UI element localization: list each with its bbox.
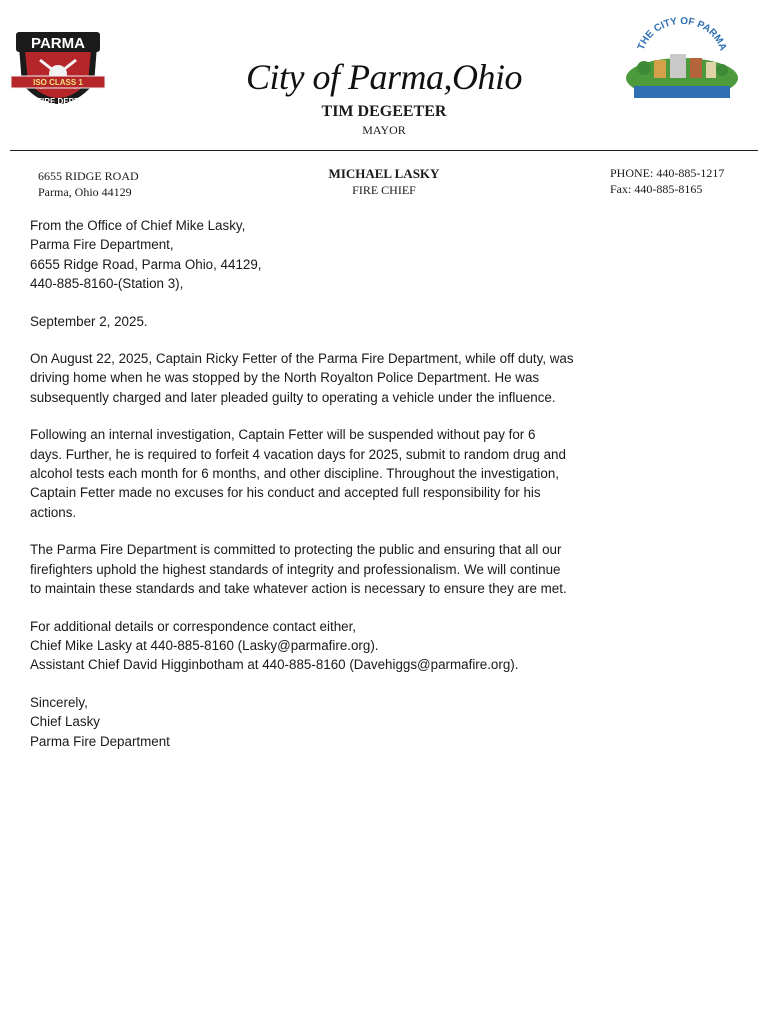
from-line: From the Office of Chief Mike Lasky, [30,218,246,233]
fire-logo-middle-text: ISO CLASS 1 [33,78,83,87]
svg-text:THE CITY OF PARMA [636,16,729,52]
city-title: City of Parma,Ohio [246,57,522,97]
paragraph-line: actions. [30,504,77,520]
paragraph-line: Captain Fetter made no excuses for his conduct and accepted full responsibility for his [30,485,541,501]
address-line-2: Parma, Ohio 44129 [38,185,132,199]
incident-paragraph [30,349,640,407]
from-line: Parma Fire Department, [30,237,174,253]
signoff-line: Sincerely, [30,694,88,710]
from-line: 440-885-8160-(Station 3), [30,276,184,292]
letter-date-block [30,312,640,331]
paragraph-line: days. Further, he is required to forfeit 4 vacation days for 2025, submit to random drug and [30,446,566,462]
city-logo-arc-text: THE CITY OF PARMA [635,16,729,53]
paragraph-line: to maintain these standards and take whatever action is necessary to ensure they are met. [30,581,567,597]
signoff-line: Chief Lasky [30,714,100,730]
paragraph-line: Following an internal investigation, Captain Fetter will be suspended without pay for 6 [30,427,536,443]
fire-logo-top-text: PARMA [31,35,85,52]
commitment-paragraph [30,540,640,598]
letter-date: September 2, 2025. [30,313,148,329]
fax-number: Fax: 440-885-8165 [610,182,703,196]
phone-number: PHONE: 440-885-1217 [610,166,725,180]
fire-chief-name: MICHAEL LASKY [328,166,440,181]
paragraph-line: alcohol tests each month for 6 months, and other discipline. Throughout the investigation, [30,466,560,482]
mayor-title: MAYOR [362,123,406,137]
signoff-block [30,693,640,751]
paragraph-line: firefighters uphold the highest standards of integrity and professionalism. We will continue [30,561,561,577]
fire-logo-bottom-text: FIRE DEPT [37,97,79,106]
from-block [30,216,640,294]
signoff-line: Parma Fire Department [30,733,170,749]
discipline-paragraph [30,425,640,522]
paragraph-line: Assistant Chief David Higginbotham at 440-885-8160 (Davehiggs@parmafire.org). [30,657,519,673]
paragraph-line: The Parma Fire Department is committed to protecting the public and ensuring that all our [30,542,562,558]
contact-numbers-block [610,165,724,197]
contact-paragraph [30,617,640,675]
fire-chief-title: FIRE CHIEF [352,183,416,197]
paragraph-line: Chief Mike Lasky at 440-885-8160 (Lasky@parmafire.org). [30,637,379,653]
mayor-name: TIM DEGEETER [321,103,447,120]
address-line-1: 6655 RIDGE ROAD [38,169,139,183]
letter-body [30,216,640,769]
paragraph-line: subsequently charged and later pleaded guilty to operating a vehicle under the influence. [30,389,556,405]
from-line: 6655 Ridge Road, Parma Ohio, 44129, [30,256,262,272]
paragraph-line: driving home when he was stopped by the North Royalton Police Department. He was [30,370,540,386]
header-divider [10,150,758,151]
paragraph-line: For additional details or correspondence contact either, [30,618,357,634]
paragraph-line: On August 22, 2025, Captain Ricky Fetter of the Parma Fire Department, while off duty, was [30,351,574,367]
